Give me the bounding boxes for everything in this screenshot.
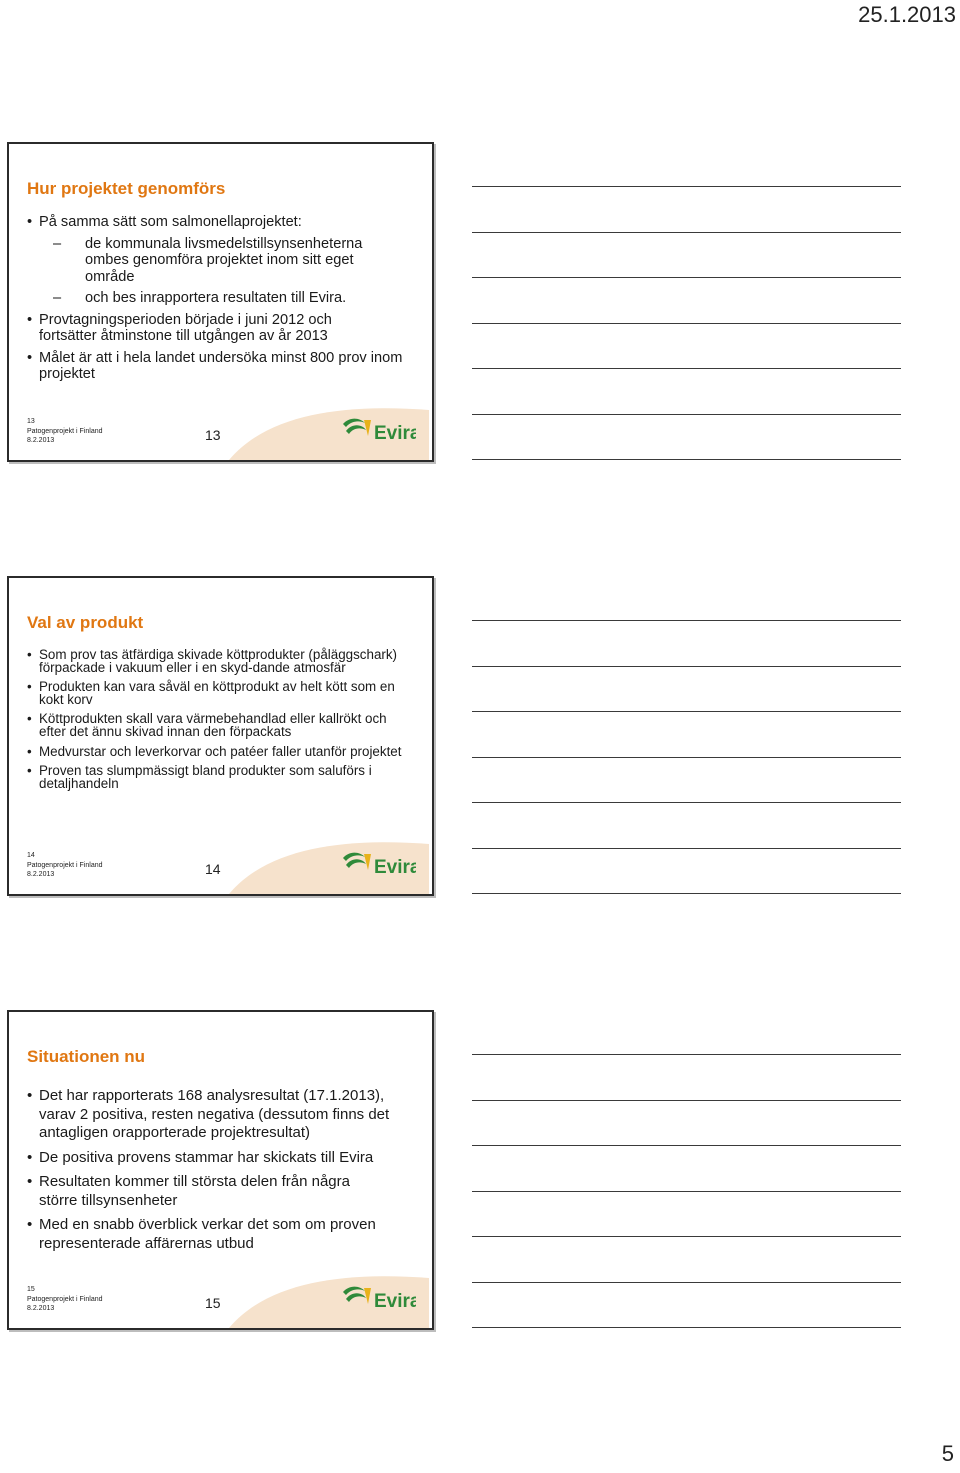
slide-15 <box>7 1010 434 1330</box>
bullet-item: • Resultaten kommer till största delen från några större tillsynsenheter <box>27 1173 424 1210</box>
bullet-item: • De positiva provens stammar har skickats till Evira <box>27 1149 424 1168</box>
footer-number: 13 <box>27 418 35 425</box>
bullet-item: • Som prov tas ätfärdiga skivade köttprodukter (påläggschark) förpackade i vakuum eller i en skyd-dande atmosfär <box>27 649 408 674</box>
evira-logo <box>340 414 416 449</box>
bullet-item: • Provtagningsperioden började i juni 2012 och fortsätter åtminstone till utgången av år 2013 <box>27 312 420 345</box>
note-line <box>472 186 901 187</box>
note-line <box>472 277 901 278</box>
slide-13 <box>7 142 434 462</box>
bullet-list <box>27 649 408 790</box>
bullet-list <box>27 214 420 383</box>
note-line <box>472 620 901 621</box>
note-line <box>472 757 901 758</box>
bullet-item: • På samma sätt som salmonellaprojektet: <box>27 214 420 231</box>
slide-number: 15 <box>205 1295 221 1311</box>
bullet-list <box>27 1087 424 1253</box>
bullet-item: • Med en snabb överblick verkar det som om proven representerade affärernas utbud <box>27 1216 424 1253</box>
footer-number: 14 <box>27 852 35 859</box>
slide-14 <box>7 576 434 896</box>
note-line <box>472 893 901 894</box>
note-line <box>472 1236 901 1237</box>
footer-date: 8.2.2013 <box>27 437 55 444</box>
notes-area-2 <box>472 620 901 900</box>
svg-text:Evira: Evira <box>374 857 416 878</box>
evira-logo <box>340 1282 416 1317</box>
bullet-item: • Målet är att i hela landet undersöka minst 800 prov inom projektet <box>27 350 420 383</box>
evira-emblem-icon <box>343 1287 371 1304</box>
bullet-item: • Proven tas slumpmässigt bland produkter som saluförs i detaljhandeln <box>27 765 408 790</box>
note-line <box>472 848 901 849</box>
evira-emblem-icon <box>343 419 371 436</box>
note-line <box>472 666 901 667</box>
note-line <box>472 414 901 415</box>
sub-bullet-item: – de kommunala livsmedelstillsynsenheterna ombes genomföra projektet inom sitt eget område <box>27 236 420 286</box>
note-line <box>472 711 901 712</box>
bullet-item: • Produkten kan vara såväl en köttprodukt av helt kött som en kokt korv <box>27 681 408 706</box>
note-line <box>472 232 901 233</box>
notes-area-3 <box>472 1054 901 1334</box>
footer-project: Patogenprojekt i Finland <box>27 1295 103 1303</box>
note-line <box>472 1100 901 1101</box>
footer-project: Patogenprojekt i Finland <box>27 427 103 435</box>
slide-footer <box>27 417 103 446</box>
page-number: 5 <box>941 1441 954 1466</box>
svg-text:Evira: Evira <box>374 1291 416 1312</box>
note-line <box>472 1054 901 1055</box>
slide-footer <box>27 1285 103 1314</box>
note-line <box>472 368 901 369</box>
note-line <box>472 323 901 324</box>
slide-title: Val av produkt <box>27 613 144 632</box>
slide-title: Situationen nu <box>27 1047 146 1066</box>
sub-bullet-item: – och bes inrapportera resultaten till Evira. <box>27 290 420 307</box>
footer-number: 15 <box>27 1286 35 1293</box>
evira-emblem-icon <box>343 853 371 870</box>
note-line <box>472 1327 901 1328</box>
notes-area-1 <box>472 186 901 466</box>
note-line <box>472 1191 901 1192</box>
slide-footer <box>27 851 103 880</box>
note-line <box>472 459 901 460</box>
note-line <box>472 1282 901 1283</box>
bullet-item: • Köttprodukten skall vara värmebehandlad eller kallrökt och efter det ännu skivad innan den förpackats <box>27 713 408 738</box>
note-line <box>472 802 901 803</box>
slide-number: 14 <box>205 861 221 877</box>
svg-text:Evira: Evira <box>374 423 416 444</box>
note-line <box>472 1145 901 1146</box>
footer-date: 8.2.2013 <box>27 871 55 878</box>
bullet-item: • Medvurstar och leverkorvar och patéer faller utanför projektet <box>27 746 408 759</box>
page-header-date: 25.1.2013 <box>858 2 956 27</box>
bullet-item: • Det har rapporterats 168 analysresultat (17.1.2013), varav 2 positiva, resten negativa (dessutom finns det antagligen orapporterade projektresultat) <box>27 1087 424 1143</box>
slide-title: Hur projektet genomförs <box>27 179 226 198</box>
slide-number: 13 <box>205 427 221 443</box>
evira-logo <box>340 848 416 883</box>
footer-date: 8.2.2013 <box>27 1305 55 1312</box>
footer-project: Patogenprojekt i Finland <box>27 861 103 869</box>
